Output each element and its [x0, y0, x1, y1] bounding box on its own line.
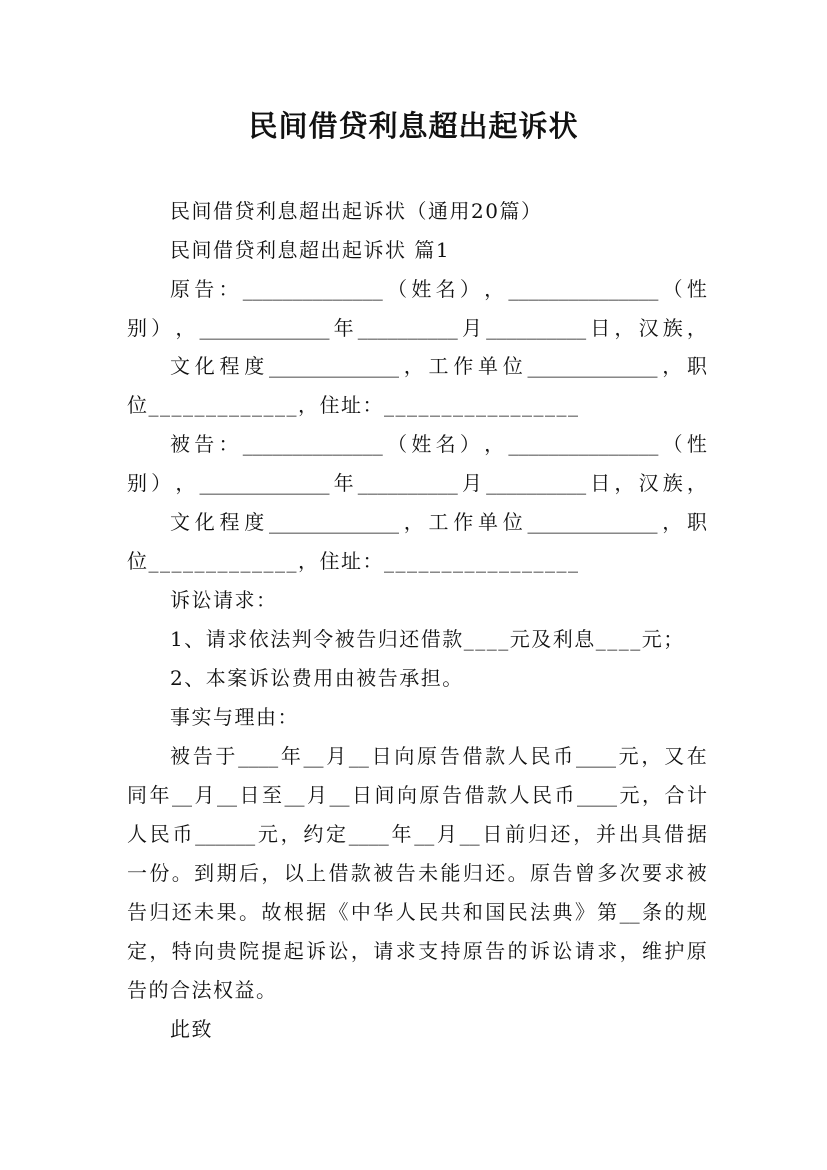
doc-line-claim-2: 2、本案诉讼费用由被告承担。	[170, 666, 464, 690]
doc-line-claims-heading: 诉讼请求：	[170, 588, 278, 612]
doc-line-plaintiff-4: 位_____________，住址：_________________	[127, 393, 580, 417]
doc-line-defendant-3: 文 化 程 度 _____________ ， 工 作 单 位 _____________ ， 职	[170, 510, 707, 534]
doc-line-defendant-1: 被 告 ： ______________ （ 姓 名 ） ， _______________ （ 性	[170, 432, 707, 456]
doc-line-facts-1: 被 告 于 ____ 年 __ 月 __ 日 向 原 告 借 款 人 民 币 ____ 元 ， 又 在	[170, 744, 707, 768]
doc-line-chapter: 民间借贷利息超出起诉状 篇1	[170, 238, 451, 262]
doc-line-defendant-4: 位_____________，住址：_________________	[127, 549, 580, 573]
doc-line-plaintiff-2: 别 ） ， _____________ 年 __________ 月 __________ 日 ， 汉 族 ，	[127, 316, 707, 340]
doc-line-facts-heading: 事实与理由：	[170, 705, 299, 729]
doc-line-subtitle: 民间借贷利息超出起诉状（通用20篇）	[170, 199, 543, 223]
doc-line-defendant-2: 别 ） ， _____________ 年 __________ 月 __________ 日 ， 汉 族 ，	[127, 471, 707, 495]
doc-line-facts-7: 告的合法权益。	[127, 978, 278, 1002]
doc-line-closing: 此致	[170, 1017, 213, 1041]
doc-line-facts-6: 定 ， 特 向 贵 院 提 起 诉 讼 ， 请 求 支 持 原 告 的 诉 讼 请 求 ， 维 护 原	[127, 939, 707, 963]
doc-line-facts-5: 告 归 还 未 果 。 故 根 据 《 中 华 人 民 共 和 国 民 法 典 》 第 __ 条 的 规	[127, 900, 707, 924]
doc-line-facts-3: 人 民 币 ______ 元 ， 约 定 ____ 年 __ 月 __ 日 前 归 还 ， 并 出 具 借 据	[127, 822, 707, 846]
doc-line-plaintiff-1: 原 告 ： ______________ （ 姓 名 ） ， _______________ （ 性	[170, 277, 707, 301]
doc-line-plaintiff-3: 文 化 程 度 _____________ ， 工 作 单 位 _____________ ， 职	[170, 354, 707, 378]
document-title: 民间借贷利息超出起诉状	[248, 109, 579, 143]
doc-line-facts-2: 同 年 __ 月 __ 日 至 __ 月 __ 日 间 向 原 告 借 款 人 民 币 ____ 元 ， 合 计	[127, 783, 707, 807]
doc-line-claim-1: 1、请求依法判令被告归还借款____元及利息____元；	[170, 627, 685, 651]
doc-line-facts-4: 一 份 。 到 期 后 ， 以 上 借 款 被 告 未 能 归 还 。 原 告 曾 多 次 要 求 被	[127, 861, 707, 885]
